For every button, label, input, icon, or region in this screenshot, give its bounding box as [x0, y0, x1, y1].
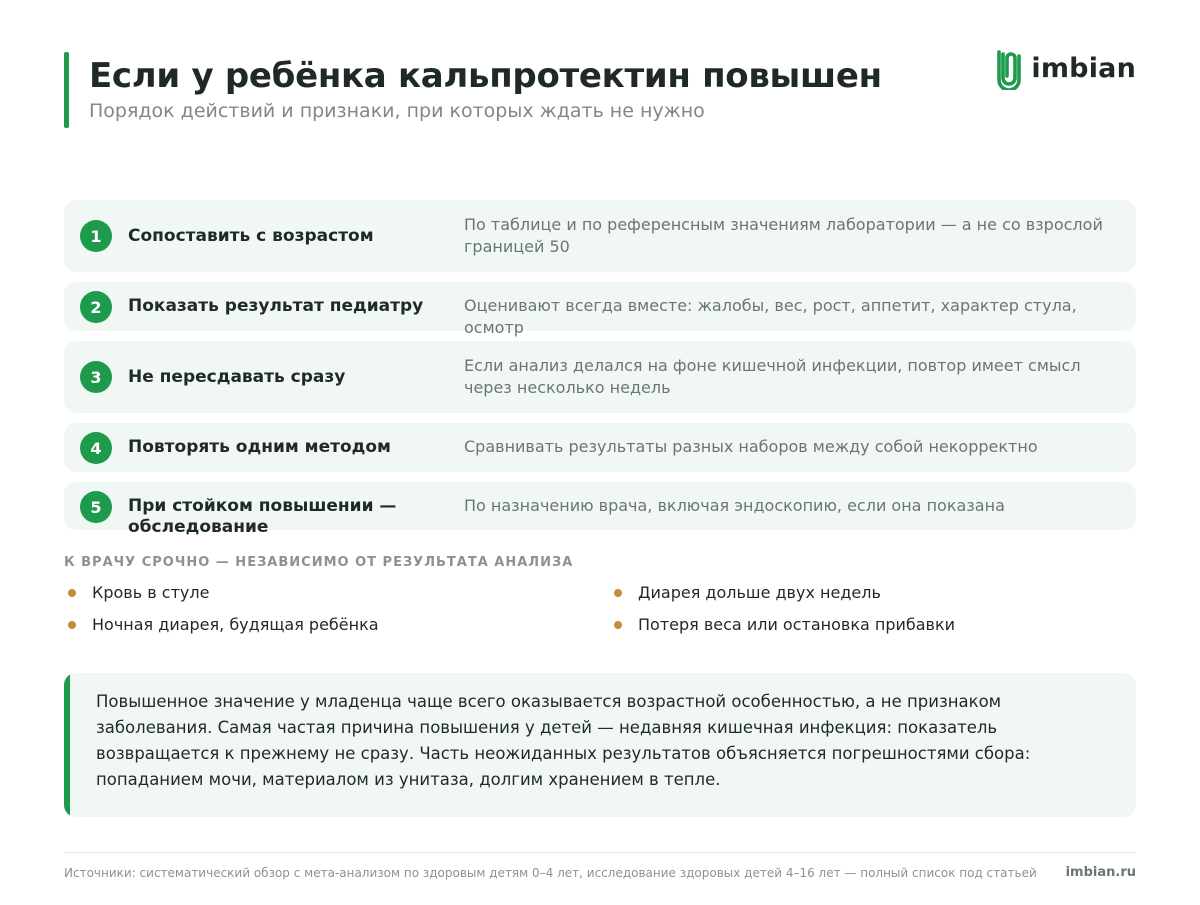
- step-description: Сравнивать результаты разных наборов между собой некорректно: [464, 437, 1038, 456]
- step-number-badge: 4: [80, 432, 112, 464]
- step-title: Повторять одним методом: [128, 437, 391, 457]
- footer-divider: [64, 852, 1136, 853]
- note-accent-bar: [64, 673, 70, 817]
- step-card-5: [64, 482, 1136, 537]
- urgent-item-text: Кровь в стуле: [92, 583, 210, 602]
- step-title: Показать результат педиатру: [128, 296, 424, 316]
- note-text: Повышенное значение у младенца чаще всего оказывается возрастной особенностью, а не признаком заболевания. Самая частая причина повышения у детей — недавняя кишечная инфекция: показатель возвращается к прежнему не сразу. Часть неожиданных результатов объясняется погрешностями сбора: попаданием мочи, материалом из унитаза, долгим хранением в тепле.: [96, 692, 1031, 789]
- urgent-item: [610, 615, 955, 634]
- step-description: Оценивают всегда вместе: жалобы, вес, рост, аппетит, характер стула, осмотр: [464, 296, 1077, 337]
- brand-logo-text: imbian: [1031, 52, 1136, 84]
- paperclip-logo-icon: [997, 46, 1021, 90]
- step-card-3: [64, 341, 1136, 413]
- urgent-section-title: К ВРАЧУ СРОЧНО — НЕЗАВИСИМО ОТ РЕЗУЛЬТАТА АНАЛИЗА: [64, 555, 574, 570]
- step-title: Не пересдавать сразу: [128, 367, 346, 387]
- footer-sources: Источники: систематический обзор с мета-анализом по здоровым детям 0–4 лет, исследование здоровых детей 4–16 лет — полный список под статьей: [64, 866, 1037, 880]
- urgent-item-text: Диарея дольше двух недель: [638, 583, 881, 602]
- footer-site-link[interactable]: imbian.ru: [1065, 865, 1136, 880]
- urgent-item: [64, 615, 379, 634]
- header-accent-bar: [64, 52, 69, 128]
- step-title: Сопоставить с возрастом: [128, 226, 374, 246]
- step-number-badge: 1: [80, 220, 112, 252]
- bullet-dot-icon: [68, 589, 76, 597]
- step-card-2: [64, 282, 1136, 337]
- urgent-item: [64, 583, 209, 602]
- page-title: Если у ребёнка кальпротектин повышен: [89, 56, 882, 96]
- info-note-box: [64, 673, 1136, 817]
- urgent-item: [610, 583, 881, 602]
- step-description: По таблице и по референсным значениям лаборатории — а не со взрослой границей 50: [464, 215, 1103, 256]
- bullet-dot-icon: [614, 589, 622, 597]
- step-title: При стойком повышении — обследование: [128, 496, 397, 537]
- urgent-item-text: Потеря веса или остановка прибавки: [638, 615, 956, 634]
- step-number-badge: 5: [80, 491, 112, 523]
- brand-logo: [997, 46, 1136, 90]
- bullet-dot-icon: [68, 621, 76, 629]
- bullet-dot-icon: [614, 621, 622, 629]
- step-number-badge: 2: [80, 291, 112, 323]
- step-card-4: [64, 423, 1136, 472]
- page-subtitle: Порядок действий и признаки, при которых ждать не нужно: [89, 100, 705, 122]
- step-number-badge: 3: [80, 361, 112, 393]
- step-description: По назначению врача, включая эндоскопию, если она показана: [464, 496, 1005, 515]
- page-header: [64, 52, 1136, 128]
- step-description: Если анализ делался на фоне кишечной инфекции, повтор имеет смысл через несколько недель: [464, 356, 1081, 397]
- step-card-1: [64, 200, 1136, 272]
- urgent-item-text: Ночная диарея, будящая ребёнка: [92, 615, 379, 634]
